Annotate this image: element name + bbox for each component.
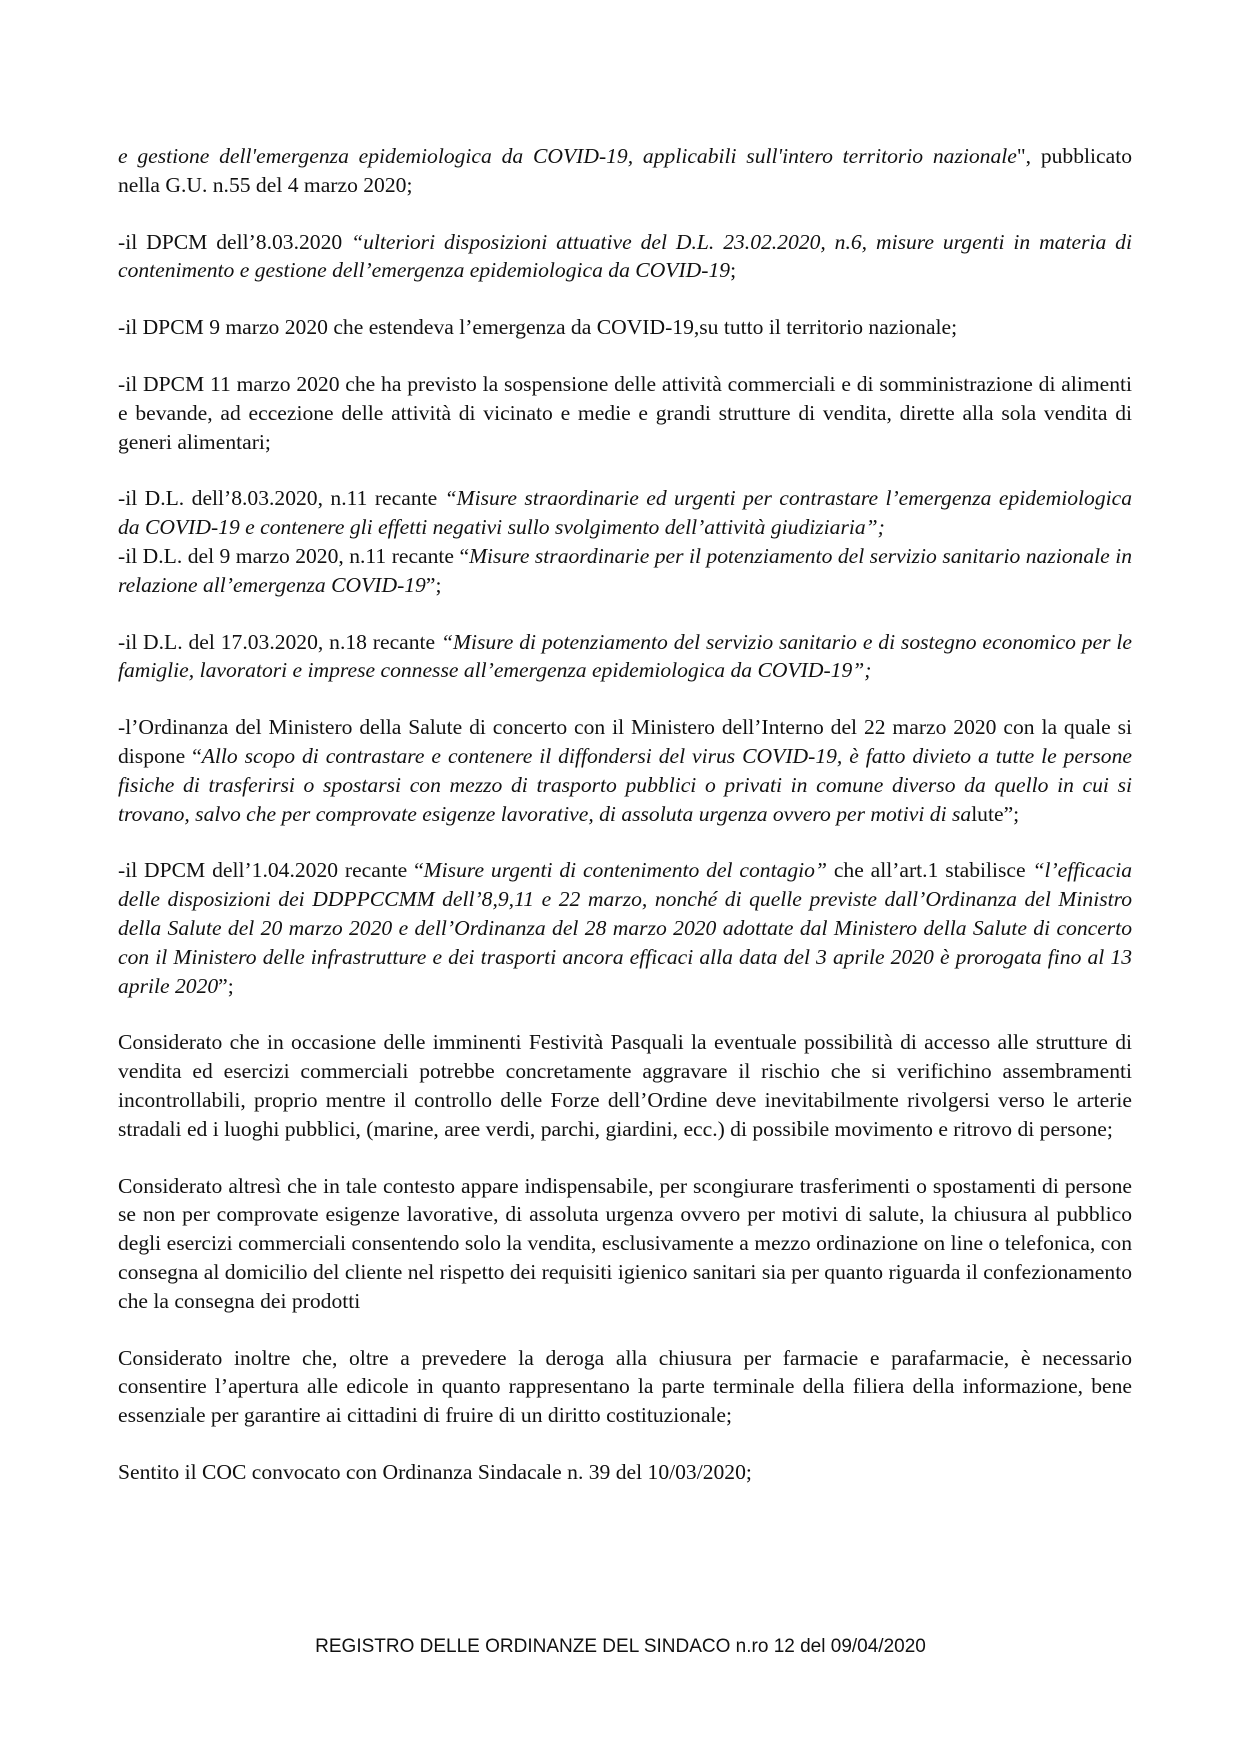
p-dl-9-marzo <box>118 542 1132 600</box>
p-considerato-inoltre <box>118 1344 1132 1430</box>
italic-text-segment: e gestione dell'emergenza epidemiologica da COVID-19, applicabili sull'intero territorio nazionale <box>118 144 1017 168</box>
text-segment: Considerato che in occasione delle imminenti Festività Pasquali la eventuale possibilità di accesso alle strutture di vendita ed esercizi commerciali potrebbe concretamente aggravare il rischio che si verifichino assembramenti incontrollabili, proprio mentre il controllo delle Forze dell’Ordine deve inevitabilmente rivolgersi verso le arterie stradali ed i luoghi pubblici, (marine, aree verdi, parchi, giardini, ecc.) di possibile movimento e ritrovo di persone; <box>118 1030 1132 1141</box>
text-segment: Considerato altresì che in tale contesto appare indispensabile, per scongiurare trasferimenti o spostamenti di persone se non per comprovate esigenze lavorative, di assoluta urgenza ovvero per motivi di salute, la chiusura al pubblico degli esercizi commerciali consentendo solo la vendita, esclusivamente a mezzo ordinazione on line o telefonica, con consegna al domicilio del cliente nel rispetto dei requisiti igienico sanitari sia per quanto riguarda il confezionamento che la consegna dei prodotti <box>118 1173 1132 1313</box>
italic-text-segment: “Misure straordinarie ed urgenti per contrastare l’emergenza epidemiologica da COVID-19 e contenere gli effetti negativi sullo svolgimento dell’attività giudiziaria”; <box>118 486 1132 540</box>
p-dl-17-03 <box>118 628 1132 686</box>
text-segment: -il D.L. del 9 marzo 2020, n.11 recante “ <box>118 543 470 568</box>
text-segment: -l’Ordinanza del Ministero della Salute di concerto con il Ministero dell’Interno del 22 marzo 2020 con la quale si dispone “ <box>118 715 1132 768</box>
text-segment: -il DPCM dell’1.04.2020 recante “ <box>118 858 424 883</box>
p-considerato-festivita <box>118 1028 1132 1143</box>
italic-text-segment: Misure straordinarie per il potenziamento del servizio sanitario nazionale in relazione all’emergenza COVID-19 <box>118 543 1132 597</box>
p-continuation <box>118 142 1132 200</box>
text-segment: Sentito il COC convocato con Ordinanza Sindacale n. 39 del 10/03/2020; <box>118 1459 752 1484</box>
text-segment: ”; <box>425 572 442 597</box>
italic-text-segment: “Misure di potenziamento del servizio sanitario e di sostegno economico per le famiglie, lavoratori e imprese connesse all’emergenza epidemiologica da COVID-19”; <box>118 629 1132 683</box>
text-segment: ", pubblicato nella G.U. n.55 del 4 marzo 2020; <box>118 144 1132 197</box>
p-dpcm-1-04 <box>118 856 1132 1000</box>
italic-text-segment: “l’efficacia delle disposizioni dei DDPPCCMM dell’8,9,11 e 22 marzo, nonché di quelle previste dall’Ordinanza del Ministro della Salute del 20 marzo 2020 e dell’Ordinanza del 28 marzo 2020 adottate dal Ministero della Salute di concerto con il Ministero delle infrastrutture e dei trasporti ancora efficaci alla data del 3 aprile 2020 è prorogata fino al 13 aprile 2020 <box>118 858 1132 998</box>
document-body <box>118 142 1132 1487</box>
text-segment: -il D.L. del 17.03.2020, n.18 recante <box>118 629 441 654</box>
text-segment: che all’art.1 stabilisce <box>826 858 1033 883</box>
text-segment: lute”; <box>971 801 1020 826</box>
p-sentito-coc <box>118 1458 1132 1487</box>
page-footer: REGISTRO DELLE ORDINANZE DEL SINDACO n.ro 12 del 09/04/2020 <box>315 1636 926 1657</box>
text-segment: ”; <box>218 973 234 998</box>
text-segment: ; <box>730 258 737 283</box>
text-segment: -il D.L. dell’8.03.2020, n.11 recante <box>118 486 445 511</box>
p-dl-8-03 <box>118 484 1132 542</box>
p-ordinanza-22-marzo <box>118 713 1132 828</box>
p-considerato-altresi <box>118 1172 1132 1316</box>
italic-text-segment: “ulteriori disposizioni attuative del D.L. 23.02.2020, n.6, misure urgenti in materia di contenimento e gestione dell’emergenza epidemiologica da COVID-19 <box>118 229 1132 283</box>
italic-text-segment: Allo scopo di contrastare e contenere il diffondersi del virus COVID-19, è fatto divieto a tutte le persone fisiche di trasferirsi o spostarsi con mezzo di trasporto pubblici o privati in comune diverso da quello in cui si trovano, salvo che per comprovate esigenze lavorative, di assoluta urgenza ovvero per motivi di sa <box>118 743 1132 826</box>
text-segment: -il DPCM dell’8.03.2020 <box>118 229 352 254</box>
p-dpcm-11-marzo <box>118 370 1132 456</box>
p-dpcm-8-03 <box>118 228 1132 286</box>
italic-text-segment: Misure urgenti di contenimento del contagio” <box>423 858 827 883</box>
text-segment: -il DPCM 9 marzo 2020 che estendeva l’emergenza da COVID-19,su tutto il territorio nazionale; <box>118 315 958 340</box>
text-segment: Considerato inoltre che, oltre a prevedere la deroga alla chiusura per farmacie e parafarmacie, è necessario consentire l’apertura alle edicole in quanto rappresentano la parte terminale della filiera della informazione, bene essenziale per garantire ai cittadini di fruire di un diritto costituzionale; <box>118 1345 1132 1428</box>
text-segment: -il DPCM 11 marzo 2020 che ha previsto la sospensione delle attività commerciali e di somministrazione di alimenti e bevande, ad eccezione delle attività di vicinato e medie e grandi strutture di vendita, dirette alla sola vendita di generi alimentari; <box>118 371 1132 454</box>
p-dpcm-9-marzo <box>118 313 1132 342</box>
